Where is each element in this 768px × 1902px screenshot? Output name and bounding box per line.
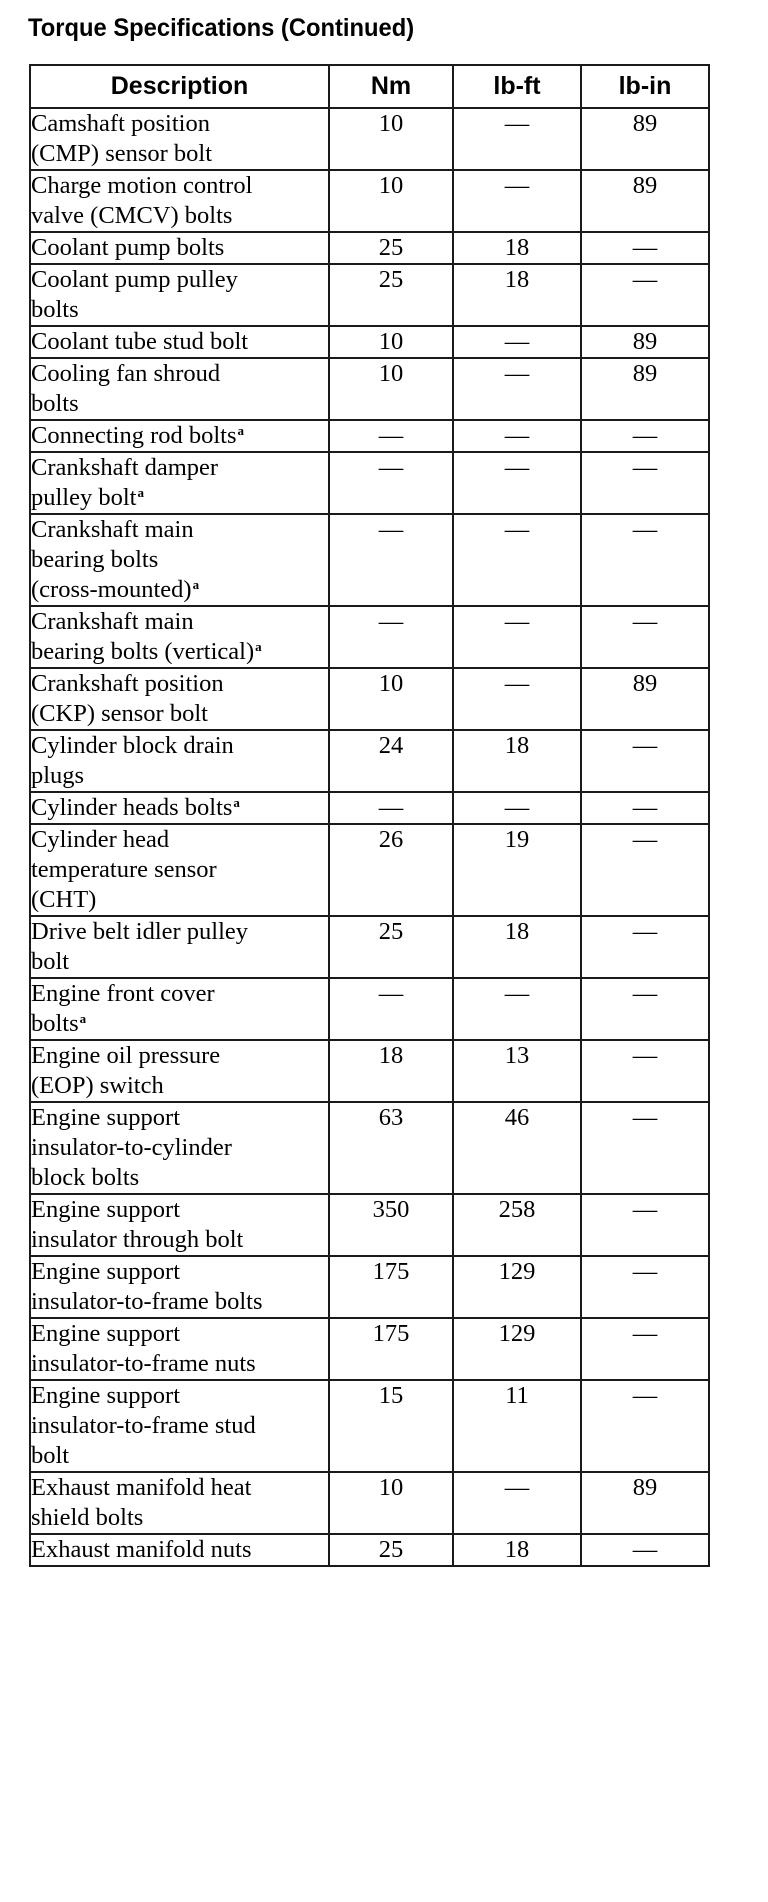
- page-title: Torque Specifications (Continued): [28, 14, 415, 42]
- description-line: [31, 1287, 328, 1317]
- description-text: Charge motion control: [31, 172, 253, 199]
- lbin-value-cell: —: [581, 824, 709, 916]
- description-text: Exhaust manifold nuts: [31, 1536, 252, 1563]
- description-text: Connecting rod bolts: [31, 422, 237, 449]
- column-header-description: Description: [30, 65, 329, 108]
- description-text: Engine support: [31, 1196, 181, 1223]
- description-text: Crankshaft position: [31, 670, 224, 697]
- description-line: [31, 1349, 328, 1379]
- description-line: [31, 1441, 328, 1471]
- description-line: [31, 201, 328, 231]
- footnote-marker: a: [255, 639, 262, 654]
- nm-value-cell: 25: [329, 232, 453, 264]
- lbft-value-cell: 46: [453, 1102, 581, 1194]
- description-line: [31, 825, 328, 855]
- nm-value-cell: —: [329, 606, 453, 668]
- description-text: (CKP) sensor bolt: [31, 700, 208, 727]
- description-text: Engine support: [31, 1382, 181, 1409]
- description-line: [31, 1041, 328, 1071]
- nm-value-cell: 63: [329, 1102, 453, 1194]
- description-cell: [30, 792, 329, 824]
- description-cell: [30, 1472, 329, 1534]
- description-line: [31, 793, 328, 823]
- lbin-value-cell: —: [581, 1256, 709, 1318]
- nm-value-cell: 10: [329, 668, 453, 730]
- description-cell: [30, 514, 329, 606]
- footnote-marker: a: [192, 577, 200, 592]
- description-line: [31, 1257, 328, 1287]
- table-row: [30, 606, 709, 668]
- footnote-marker: a: [237, 423, 245, 438]
- description-text: bolts: [31, 1010, 79, 1037]
- lbft-value-cell: —: [453, 358, 581, 420]
- lbft-value-cell: —: [453, 514, 581, 606]
- lbft-value-cell: 18: [453, 730, 581, 792]
- description-line: [31, 483, 328, 513]
- description-line: [31, 1071, 328, 1101]
- nm-value-cell: 10: [329, 170, 453, 232]
- description-line: [31, 545, 328, 575]
- description-text: temperature sensor: [31, 856, 217, 883]
- description-line: [31, 637, 328, 667]
- lbft-value-cell: —: [453, 668, 581, 730]
- nm-value-cell: 175: [329, 1256, 453, 1318]
- description-text: (cross-mounted): [31, 576, 192, 603]
- description-line: [31, 327, 328, 357]
- description-text: bolt: [31, 948, 70, 975]
- description-text: Coolant tube stud bolt: [31, 328, 249, 355]
- table-row: [30, 514, 709, 606]
- lbft-value-cell: —: [453, 1472, 581, 1534]
- description-text: (CHT): [31, 886, 97, 913]
- footnote-marker: a: [137, 485, 144, 500]
- description-line: [31, 421, 328, 451]
- description-cell: [30, 170, 329, 232]
- description-line: [31, 453, 328, 483]
- description-cell: [30, 452, 329, 514]
- lbft-value-cell: 18: [453, 232, 581, 264]
- nm-value-cell: 10: [329, 1472, 453, 1534]
- table-row: [30, 452, 709, 514]
- lbin-value-cell: 89: [581, 108, 709, 170]
- description-cell: [30, 232, 329, 264]
- nm-value-cell: 10: [329, 358, 453, 420]
- lbft-value-cell: 258: [453, 1194, 581, 1256]
- description-text: Coolant pump pulley: [31, 266, 238, 293]
- lbft-value-cell: 13: [453, 1040, 581, 1102]
- lbin-value-cell: —: [581, 1534, 709, 1566]
- table-body: [30, 108, 709, 1566]
- lbft-value-cell: —: [453, 606, 581, 668]
- table-row: [30, 1102, 709, 1194]
- table-row: [30, 730, 709, 792]
- lbin-value-cell: 89: [581, 1472, 709, 1534]
- description-cell: [30, 1194, 329, 1256]
- description-text: Engine front cover: [31, 980, 215, 1007]
- column-header-lbin: lb-in: [581, 65, 709, 108]
- description-line: [31, 855, 328, 885]
- description-cell: [30, 108, 329, 170]
- table-row: [30, 978, 709, 1040]
- description-line: [31, 389, 328, 419]
- table-row: [30, 264, 709, 326]
- column-header-lbft: lb-ft: [453, 65, 581, 108]
- nm-value-cell: 350: [329, 1194, 453, 1256]
- lbft-value-cell: —: [453, 108, 581, 170]
- description-cell: [30, 824, 329, 916]
- footnote-marker: a: [233, 795, 240, 810]
- nm-value-cell: 24: [329, 730, 453, 792]
- nm-value-cell: 175: [329, 1318, 453, 1380]
- nm-value-cell: 26: [329, 824, 453, 916]
- description-cell: [30, 1380, 329, 1472]
- description-line: [31, 139, 328, 169]
- table-row: [30, 170, 709, 232]
- table-row: [30, 1318, 709, 1380]
- table-row: [30, 232, 709, 264]
- description-line: [31, 731, 328, 761]
- description-line: [31, 1535, 328, 1565]
- description-text: Engine oil pressure: [31, 1042, 221, 1069]
- description-cell: [30, 978, 329, 1040]
- description-line: [31, 359, 328, 389]
- table-row: [30, 1256, 709, 1318]
- lbft-value-cell: 19: [453, 824, 581, 916]
- description-text: Drive belt idler pulley: [31, 918, 249, 945]
- description-text: Engine support: [31, 1258, 181, 1285]
- description-line: [31, 1195, 328, 1225]
- nm-value-cell: 10: [329, 326, 453, 358]
- nm-value-cell: 25: [329, 264, 453, 326]
- description-text: bolt: [31, 1442, 70, 1469]
- description-line: [31, 515, 328, 545]
- description-line: [31, 1319, 328, 1349]
- table-row: [30, 1194, 709, 1256]
- footnote-marker: a: [79, 1011, 87, 1026]
- description-cell: [30, 358, 329, 420]
- lbin-value-cell: —: [581, 264, 709, 326]
- description-text: plugs: [31, 762, 85, 789]
- table-row: [30, 108, 709, 170]
- description-text: insulator-to-frame nuts: [31, 1350, 256, 1377]
- nm-value-cell: —: [329, 792, 453, 824]
- description-cell: [30, 1102, 329, 1194]
- table-row: [30, 916, 709, 978]
- description-text: (EOP) switch: [31, 1072, 164, 1099]
- table-row: [30, 1472, 709, 1534]
- description-text: Cylinder head: [31, 826, 170, 853]
- lbft-value-cell: 18: [453, 916, 581, 978]
- description-text: (CMP) sensor bolt: [31, 140, 213, 167]
- description-line: [31, 979, 328, 1009]
- description-text: Engine support: [31, 1104, 181, 1131]
- table-row: [30, 420, 709, 452]
- description-cell: [30, 1534, 329, 1566]
- table-row: [30, 668, 709, 730]
- table-row: [30, 824, 709, 916]
- nm-value-cell: 25: [329, 1534, 453, 1566]
- description-text: insulator-to-frame bolts: [31, 1288, 263, 1315]
- table-row: [30, 792, 709, 824]
- lbin-value-cell: —: [581, 916, 709, 978]
- description-text: valve (CMCV) bolts: [31, 202, 233, 229]
- torque-spec-table: [29, 64, 710, 1567]
- description-line: [31, 669, 328, 699]
- description-cell: [30, 1256, 329, 1318]
- description-cell: [30, 1040, 329, 1102]
- header-row: [30, 65, 709, 108]
- table-row: [30, 1040, 709, 1102]
- description-line: [31, 1103, 328, 1133]
- lbft-value-cell: —: [453, 792, 581, 824]
- nm-value-cell: 15: [329, 1380, 453, 1472]
- description-text: block bolts: [31, 1164, 140, 1191]
- description-line: [31, 265, 328, 295]
- description-cell: [30, 264, 329, 326]
- description-line: [31, 295, 328, 325]
- lbft-value-cell: —: [453, 326, 581, 358]
- description-text: Exhaust manifold heat: [31, 1474, 252, 1501]
- lbft-value-cell: 129: [453, 1256, 581, 1318]
- description-line: [31, 1225, 328, 1255]
- description-text: pulley bolt: [31, 484, 137, 511]
- description-text: bolts: [31, 296, 79, 323]
- lbin-value-cell: —: [581, 452, 709, 514]
- lbin-value-cell: —: [581, 1194, 709, 1256]
- lbin-value-cell: —: [581, 1380, 709, 1472]
- description-line: [31, 1411, 328, 1441]
- description-text: bolts: [31, 390, 79, 417]
- lbin-value-cell: 89: [581, 668, 709, 730]
- description-cell: [30, 606, 329, 668]
- description-line: [31, 947, 328, 977]
- lbin-value-cell: —: [581, 232, 709, 264]
- description-line: [31, 1163, 328, 1193]
- nm-value-cell: 25: [329, 916, 453, 978]
- table-row: [30, 1380, 709, 1472]
- description-line: [31, 1133, 328, 1163]
- description-line: [31, 1381, 328, 1411]
- lbft-value-cell: 129: [453, 1318, 581, 1380]
- description-cell: [30, 916, 329, 978]
- description-text: Cooling fan shroud: [31, 360, 221, 387]
- description-cell: [30, 420, 329, 452]
- table-row: [30, 326, 709, 358]
- description-text: shield bolts: [31, 1504, 144, 1531]
- lbin-value-cell: 89: [581, 358, 709, 420]
- description-cell: [30, 730, 329, 792]
- description-text: insulator-to-cylinder: [31, 1134, 232, 1161]
- nm-value-cell: 18: [329, 1040, 453, 1102]
- lbin-value-cell: —: [581, 1318, 709, 1380]
- description-text: Coolant pump bolts: [31, 234, 225, 261]
- description-text: insulator-to-frame stud: [31, 1412, 256, 1439]
- description-line: [31, 233, 328, 263]
- description-text: bearing bolts (vertical): [31, 638, 255, 665]
- description-line: [31, 761, 328, 791]
- description-line: [31, 917, 328, 947]
- lbin-value-cell: 89: [581, 170, 709, 232]
- nm-value-cell: —: [329, 978, 453, 1040]
- description-line: [31, 699, 328, 729]
- description-text: Crankshaft main: [31, 608, 194, 635]
- table-row: [30, 358, 709, 420]
- lbin-value-cell: —: [581, 792, 709, 824]
- nm-value-cell: 10: [329, 108, 453, 170]
- description-text: Cylinder heads bolts: [31, 794, 233, 821]
- lbin-value-cell: —: [581, 420, 709, 452]
- description-line: [31, 1009, 328, 1039]
- description-line: [31, 607, 328, 637]
- description-text: Camshaft position: [31, 110, 210, 137]
- description-cell: [30, 326, 329, 358]
- lbin-value-cell: —: [581, 606, 709, 668]
- lbft-value-cell: 11: [453, 1380, 581, 1472]
- description-text: Cylinder block drain: [31, 732, 234, 759]
- column-header-nm: Nm: [329, 65, 453, 108]
- description-line: [31, 575, 328, 605]
- lbin-value-cell: —: [581, 978, 709, 1040]
- nm-value-cell: —: [329, 452, 453, 514]
- description-line: [31, 171, 328, 201]
- lbin-value-cell: —: [581, 1102, 709, 1194]
- description-text: bearing bolts: [31, 546, 159, 573]
- lbin-value-cell: —: [581, 730, 709, 792]
- lbin-value-cell: —: [581, 1040, 709, 1102]
- nm-value-cell: —: [329, 514, 453, 606]
- description-text: Engine support: [31, 1320, 181, 1347]
- description-line: [31, 1473, 328, 1503]
- description-line: [31, 885, 328, 915]
- description-text: Crankshaft main: [31, 516, 194, 543]
- description-line: [31, 1503, 328, 1533]
- lbft-value-cell: —: [453, 170, 581, 232]
- lbin-value-cell: 89: [581, 326, 709, 358]
- description-text: Crankshaft damper: [31, 454, 219, 481]
- nm-value-cell: —: [329, 420, 453, 452]
- table-row: [30, 1534, 709, 1566]
- description-cell: [30, 1318, 329, 1380]
- description-text: insulator through bolt: [31, 1226, 244, 1253]
- lbft-value-cell: —: [453, 452, 581, 514]
- description-cell: [30, 668, 329, 730]
- lbft-value-cell: 18: [453, 1534, 581, 1566]
- lbft-value-cell: —: [453, 978, 581, 1040]
- lbft-value-cell: —: [453, 420, 581, 452]
- lbin-value-cell: —: [581, 514, 709, 606]
- description-line: [31, 109, 328, 139]
- lbft-value-cell: 18: [453, 264, 581, 326]
